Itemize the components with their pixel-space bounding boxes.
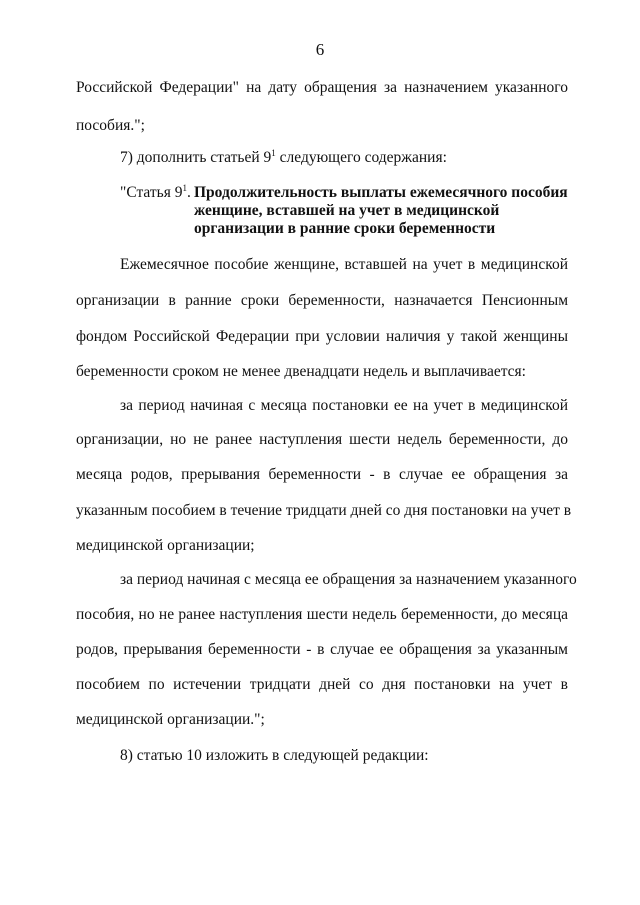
para2-line-3: фондом Российской Федерации при условии наличия у такой женщины — [76, 328, 568, 345]
article-title-line-3: организации в ранние сроки беременности — [194, 220, 496, 237]
para1-line-2: пособия."; — [76, 117, 145, 134]
article-title-line-2: женщине, вставшей на учет в медицинской — [194, 202, 500, 219]
para2-line-2: организации в ранние сроки беременности, назначается Пенсионным — [76, 292, 568, 309]
article-label-dot: . — [187, 184, 191, 201]
article-label-superscript: 1 — [182, 183, 187, 193]
para4-line-4: пособием по истечении тридцати дней со дня постановки на учет в — [76, 676, 568, 693]
para2-line-4: беременности сроком не менее двенадцати недель и выплачивается: — [76, 363, 526, 380]
para3-line-2: организации, но не ранее наступления шести недель беременности, до — [76, 431, 568, 448]
para4-line-1: за период начиная с месяца ее обращения за назначением указанного — [120, 571, 577, 588]
item-7-text-after: следующего содержания: — [275, 149, 447, 166]
item-7 — [120, 148, 447, 168]
article-title-line-1: Продолжительность выплаты ежемесячного пособия — [194, 184, 568, 201]
para3-line-3: месяца родов, прерывания беременности - в случае ее обращения за — [76, 466, 568, 483]
para4-line-3: родов, прерывания беременности - в случае ее обращения за указанным — [76, 641, 568, 658]
para2-line-1: Ежемесячное пособие женщине, вставшей на учет в медицинской — [120, 256, 568, 273]
item-7-text: 7) дополнить статьей 9 — [120, 149, 272, 166]
para3-line-1: за период начиная с месяца постановки ее на учет в медицинской — [120, 397, 568, 414]
para3-line-4: указанным пособием в течение тридцати дней со дня постановки на учет в — [76, 502, 572, 519]
page-number: 6 — [315, 40, 325, 59]
article-label — [120, 184, 191, 202]
para4-line-5: медицинской организации."; — [76, 711, 265, 728]
article-title — [194, 184, 568, 238]
para3-line-5: медицинской организации; — [76, 537, 255, 554]
article-label-text: "Статья 9 — [120, 184, 183, 201]
item-8: 8) статью 10 изложить в следующей редакции: — [120, 747, 429, 764]
para4-line-2: пособия, но не ранее наступления шести недель беременности, до месяца — [76, 606, 568, 623]
para1-line-1: Российской Федерации" на дату обращения за назначением указанного — [76, 79, 568, 96]
item-7-superscript: 1 — [271, 148, 276, 158]
